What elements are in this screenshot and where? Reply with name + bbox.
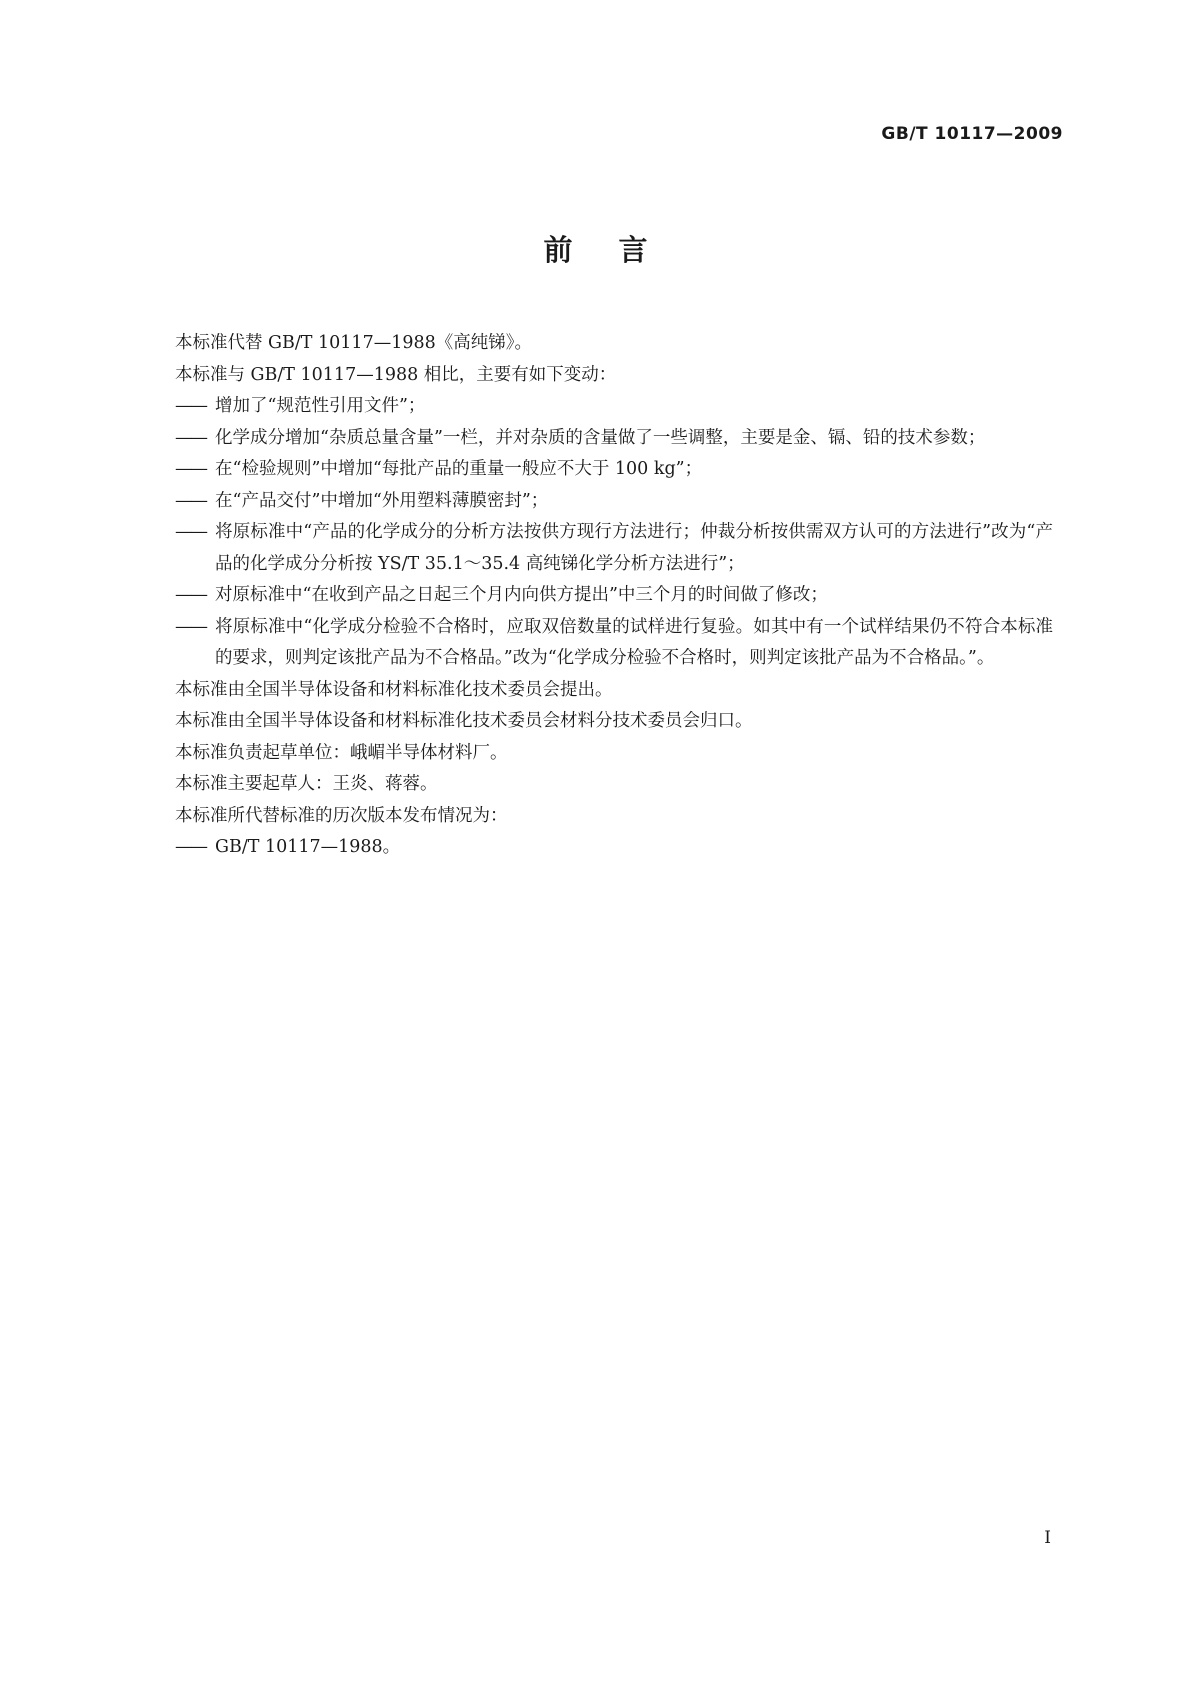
- change-item: [175, 612, 1053, 675]
- dash-mark: ——: [175, 585, 206, 605]
- change-item-text: 在“产品交付”中增加“外用塑料薄膜密封”；: [215, 490, 549, 511]
- dash-mark: ——: [175, 396, 206, 416]
- change-item: [175, 517, 1053, 580]
- change-item-text: 化学成分增加“杂质总量含量”一栏，并对杂质的含量做了一些调整，主要是金、镉、铅的技术参数；: [215, 427, 986, 448]
- page-title: 前言: [543, 233, 694, 267]
- dash-mark: ——: [175, 837, 206, 857]
- change-item: [175, 486, 1053, 518]
- change-item-text: 对原标准中“在收到产品之日起三个月内向供方提出”中三个月的时间做了修改；: [215, 585, 828, 605]
- paragraph-history-intro: 本标准所代替标准的历次版本发布情况为：: [175, 805, 508, 826]
- change-item: [175, 423, 1053, 455]
- change-item: [175, 391, 1053, 423]
- dash-mark: ——: [175, 522, 206, 542]
- dash-mark: ——: [175, 616, 206, 637]
- dash-mark: ——: [175, 427, 206, 448]
- document-code: GB/T 10117—2009: [881, 124, 1063, 144]
- change-item-text: 增加了“规范性引用文件”；: [215, 396, 426, 416]
- change-item-text: 在“检验规则”中增加“每批产品的重量一般应不大于 100 kg”；: [215, 459, 703, 479]
- dash-mark: ——: [175, 490, 206, 511]
- paragraph-proposed-by: 本标准由全国半导体设备和材料标准化技术委员会提出。: [175, 679, 613, 700]
- document-body: [175, 328, 1053, 864]
- change-item: [175, 580, 1053, 612]
- history-item: [175, 832, 1053, 864]
- change-item-text: 将原标准中“产品的化学成分的分析方法按供方现行方法进行；仲裁分析按供需双方认可的方法进行”改为“产品的化学成分分析按 YS/T 35.1～35.4 高纯锑化学分析方法进行”；: [215, 522, 1053, 574]
- dash-mark: ——: [175, 459, 206, 479]
- change-item-text: 将原标准中“化学成分检验不合格时，应取双倍数量的试样进行复验。如其中有一个试样结果仍不符合本标准的要求，则判定该批产品为不合格品。”改为“化学成分检验不合格时，则判定该批产品为不合格品。”。: [215, 616, 1053, 668]
- change-item: [175, 454, 1053, 486]
- page-number: I: [1044, 1528, 1051, 1548]
- paragraph-drafting-unit: 本标准负责起草单位：峨嵋半导体材料厂。: [175, 742, 508, 763]
- paragraph-drafters: 本标准主要起草人：王炎、蒋蓉。: [175, 774, 438, 794]
- paragraph-centralized-by: 本标准由全国半导体设备和材料标准化技术委员会材料分技术委员会归口。: [175, 711, 753, 731]
- history-item-text: GB/T 10117—1988。: [215, 837, 401, 857]
- paragraph-changes-intro: 本标准与 GB/T 10117—1988 相比，主要有如下变动：: [175, 364, 617, 385]
- paragraph-replaces: 本标准代替 GB/T 10117—1988《高纯锑》。: [175, 333, 532, 353]
